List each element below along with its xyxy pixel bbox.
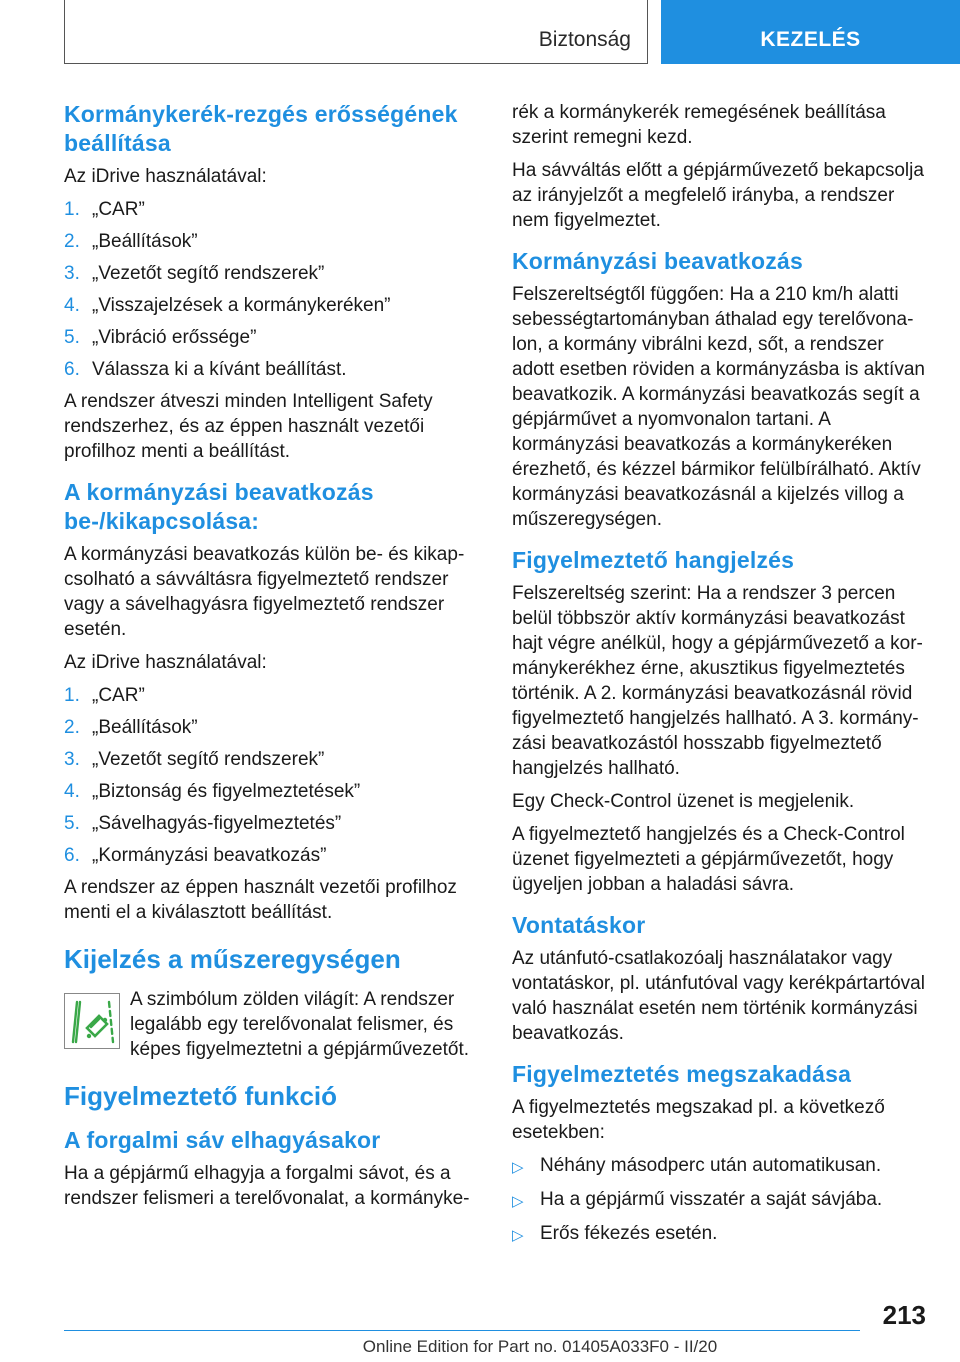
list-item: 2. „Beállítások”	[64, 717, 198, 738]
list-item: 5. „Sávelhagyás-figyelmeztetés”	[64, 813, 342, 834]
heading-warning-interrupt: Figyelmeztetés megszakadása	[512, 1061, 852, 1087]
header-chapter-tab	[661, 0, 960, 64]
paragraph-acoustic-warning: Felszereltség szerint: Ha a rendszer 3 percen belül többször aktív kormányzási beavatkozást hajt végre anélkül, hogy a gépjárművezető a kormánykerékhez érne, akusztikus figyelmeztetés történik. A 2. kormányzási beavatkozásnál rövid figyelmeztető hangjelzés hallható. A 3. kormányzási beavatkozástól hosszabb figyelmeztető hangjelzés hallható.	[512, 583, 923, 779]
symbol-description: A szimbólum zölden világít: A rendszer legalább egy terelővonalat felismer, és képes figyelmeztetni a gépjárművezetőt.	[130, 989, 470, 1060]
paragraph-towing: Az utánfutó-csatlakozóalj használatakor vagy vontatáskor, pl. utánfutóval vagy kerékpártartóval való használat esetén nem történik kormányzási beavatkozás.	[512, 948, 925, 1044]
footer-divider	[64, 1330, 860, 1331]
list-item: 3. „Vezetőt segítő rendszerek”	[64, 263, 325, 284]
paragraph-takeover: A rendszer átveszi minden Intelligent Safety rendszerhez, és az éppen használt vezetői profilhoz menti a beállítást.	[64, 391, 433, 462]
heading-warning-function: Figyelmeztető funkció	[64, 1081, 338, 1111]
list-item: 2. „Beállítások”	[64, 231, 198, 252]
bullet-triangle-icon: ▷	[512, 1227, 524, 1244]
page-number: 213	[882, 1300, 926, 1330]
left-column	[64, 100, 476, 1219]
heading-leaving-lane: A forgalmi sáv elhagyásakor	[64, 1127, 381, 1153]
steps-list-1	[64, 197, 476, 382]
paragraph-warning-interrupt: A figyelmeztetés megszakad pl. a következő esetekben:	[512, 1097, 885, 1143]
list-item: 3. „Vezetőt segítő rendszerek”	[64, 749, 325, 770]
header-chapter-label: KEZELÉS	[760, 28, 861, 51]
paragraph-intervention-onoff: A kormányzási beavatkozás külön be- és kikapcsolható a sávváltásra figyelmeztető rendszer vagy a sávelhagyásra figyelmeztető rendszer esetén.	[64, 544, 465, 640]
list-item: ▷ Ha a gépjármű visszatér a saját sávjába.	[512, 1187, 926, 1214]
list-item: 4. „Visszajelzések a kormánykeréken”	[64, 295, 391, 316]
list-item: 1. „CAR”	[64, 199, 145, 220]
paragraph-check-control: Egy Check-Control üzenet is megjelenik.	[512, 791, 855, 812]
footer-edition: Online Edition for Part no. 01405A033F0 - II/20	[362, 1337, 718, 1356]
list-item: 6. Válassza ki a kívánt beállítást.	[64, 359, 347, 380]
interrupt-bullets	[512, 1153, 926, 1248]
symbol-row	[64, 987, 476, 1062]
heading-acoustic-warning: Figyelmeztető hangjelzés	[512, 547, 795, 573]
bullet-triangle-icon: ▷	[512, 1193, 524, 1210]
idrive-intro-1: Az iDrive használatával:	[64, 166, 267, 187]
right-column	[512, 100, 926, 1255]
paragraph-steering-intervention: Felszereltségtől függően: Ha a 210 km/h alatti sebességtartományban áthalad egy terelővonalon, a kormány vibrálni kezd, sőt, a rendszer adott esetben röviden a kormányzásba is aktívan beavatkozik. A kormányzási beavatkozás segít a gépjárművet a nyomvonalon tartani. A kormányzási beavatkozás a kormánykeréken érezhető, és kézzel bármikor felülbírálható. Aktív kormányzási beavatkozásnál a kijelzés villog a műszeregységen.	[512, 284, 925, 530]
lane-departure-icon	[64, 993, 120, 1049]
heading-towing: Vontatáskor	[512, 912, 646, 938]
paragraph-continued: rék a kormánykerék remegésének beállítása szerint remegni kezd.	[512, 102, 886, 148]
list-item: ▷ Erős fékezés esetén.	[512, 1221, 926, 1248]
heading-display: Kijelzés a műszeregységen	[64, 944, 401, 974]
list-item: 6. „Kormányzási beavatkozás”	[64, 845, 327, 866]
bullet-triangle-icon: ▷	[512, 1159, 524, 1176]
paragraph-saved: A rendszer az éppen használt vezetői profilhoz menti el a kiválasztott beállítást.	[64, 877, 457, 923]
list-item: ▷ Néhány másodperc után automatikusan.	[512, 1153, 926, 1180]
header-section-title: Biztonság	[538, 28, 631, 51]
idrive-intro-2: Az iDrive használatával:	[64, 652, 267, 673]
heading-intervention-onoff: A kormányzási beavatkozás be-/kikapcsolása:	[64, 479, 374, 534]
list-item: 5. „Vibráció erőssége”	[64, 327, 257, 348]
paragraph-leaving-lane: Ha a gépjármű elhagyja a forgalmi sávot, és a rendszer felismeri a terelővonalat, a kormányke-	[64, 1163, 470, 1209]
paragraph-attention: A figyelmeztető hangjelzés és a Check-Control üzenet figyelmezteti a gépjárművezetőt, hogy ügyeljen jobban a haladási sávra.	[512, 824, 905, 895]
heading-vibration-strength: Kormánykerék-rezgés erősségének beállítása	[64, 101, 458, 156]
list-item: 1. „CAR”	[64, 685, 145, 706]
steps-list-2	[64, 683, 476, 868]
list-item: 4. „Biztonság és figyelmeztetések”	[64, 781, 361, 802]
header-section-box	[64, 0, 648, 64]
heading-steering-intervention: Kormányzási beavatkozás	[512, 248, 803, 274]
paragraph-indicator: Ha sávváltás előtt a gépjárművezető bekapcsolja az irányjelzőt a megfelelő irányba, a rendszer nem figyelmeztet.	[512, 160, 924, 231]
